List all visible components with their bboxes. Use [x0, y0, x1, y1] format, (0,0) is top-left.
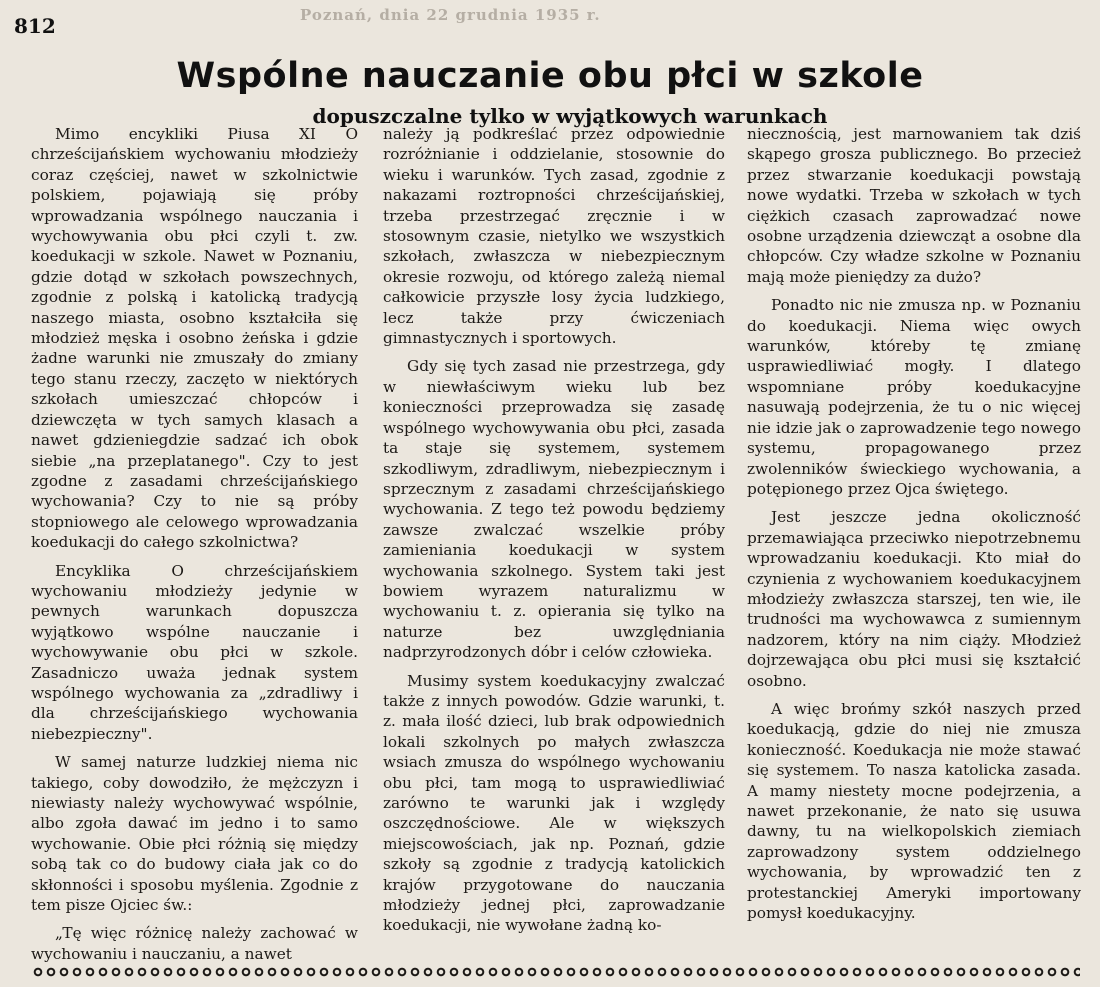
- paragraph: Musimy system koedukacyjny zwalczać także z innych powodów. Gdzie warunki, t. z. mała ilość dzieci, lub brak odpowiednich lokali szkolnych po małych zwłaszcza wsiach zmusza do wspólnego wychowaniu obu płci, tam mogą to usprawiedliwiać zarówno te warunki jak i względy oszczędnościowe. Ale w większych miejscowościach, jak np. Poznań, gdzie szkoły są zgodnie z tradycją katolickich krajów przygotowane do nauczania młodzieży jednej płci, zaprowadzanie koedukacji, nie wywołane żadną ko-: [383, 671, 725, 935]
- article-subtitle: dopuszczalne tylko w wyjątkowych warunkach: [312, 104, 828, 128]
- paragraph: Ponadto nic nie zmusza np. w Poznaniu do koedukacji. Niema więc owych warunków, któreby tę zmianę usprawiedliwiać mogły. I dlatego wspomniane próby koedukacyjne nasuwają podejrzenia, że tu o nic więcej nie idzie jak o zaprowadzenie tego nowego systemu, propagowanego przez zwolenników świeckiego wychowania, a potępionego przez Ojca świętego.: [747, 296, 1081, 498]
- article-title: Wspólne nauczanie obu płci w szkole: [176, 56, 924, 96]
- text-column-2: [383, 124, 725, 966]
- paragraph: A więc brońmy szkół naszych przed koedukacją, gdzie do niej nie zmusza konieczność. Koedukacja nie może stawać się systemem. To nasza katolicka zasada. A mamy niestety mocne podejrzenia, a nawet przekonanie, że nato się usuwa dawny, tu na wielkopolskich ziemiach zaprowadzony system oddzielnego wychowania, by wprowadzić ten z protestanckiej Ameryki importowany pomysł koedukacyjny.: [747, 699, 1081, 923]
- paragraph: „Tę więc różnicę należy zachować w wychowaniu i nauczaniu, a nawet: [31, 924, 358, 963]
- text-column-1: [31, 124, 358, 966]
- paragraph: Gdy się tych zasad nie przestrzega, gdy w niewłaściwym wieku lub bez konieczności przeprowadza się zasadę wspólnego wychowywania obu płci, zasada ta staje się systemem, systemem szkodliwym, zdradliwym, niebezpiecznym i sprzecznym z zasadami chrześcijańskiego wychowania. Z tego też powodu będziemy zawsze zwalczać wszelkie próby zamieniania koedukacji w system wychowania szkolnego. System taki jest bowiem wyrazem naturalizmu w wychowaniu t. z. opierania się tylko na naturze bez uwzględniania nadprzyrodzonych dóbr i celów człowieka.: [383, 357, 725, 662]
- decorative-border: [32, 966, 1080, 979]
- paragraph: Mimo encykliki Piusa XI O chrześcijańskiem wychowaniu młodzieży coraz częściej, nawet w szkolnictwie polskiem, pojawiają się próby wprowadzania wspólnego nauczania i wychowywania obu płci czyli t. zw. koedukacji w szkole. Nawet w Poznaniu, gdzie dotąd w szkołach powszechnych, zgodnie z polską i katolicką tradycją naszego miasta, osobno kształciła się młodzież męska i osobno żeńska i gdzie żadne warunki nie zmuszały do zmiany tego stanu rzeczy, zaczęto w niektórych szkołach umieszczać chłopców i dziewczęta w tych samych klasach a nawet gdzieniegdzie sadzać ich obok siebie „na przeplatanego". Czy to jest zgodne z zasadami chrześcijańskiego wychowania? Czy to nie są próby stopniowego ale celowego wprowadzania koedukacji do całego szkolnictwa?: [31, 125, 358, 552]
- page-number: 812: [14, 14, 56, 38]
- paragraph: należy ją podkreślać przez odpowiednie rozróżnianie i oddzielanie, stosownie do wieku i warunków. Tych zasad, zgodnie z nakazami roztropności chrześcijańskiej, trzeba przestrzegać zręcznie i w stosownym czasie, nietylko we wszystkich szkołach, zwłaszcza w niebezpiecznym okresie rozwoju, od którego zależą niemal całkowicie przyszłe losy życia ludzkiego, lecz także przy ćwiczeniach gimnastycznych i sportowych.: [383, 125, 725, 348]
- text-column-3: [747, 124, 1081, 966]
- paragraph: W samej naturze ludzkiej niema nic takiego, coby dowodziło, że mężczyzn i niewiasty należy wychowywać wspólnie, albo zgoła dawać im jedno i to samo wychowanie. Obie płci różnią się między sobą tak co do budowy ciała jak co do skłonności i sposobu myślenia. Zgodnie z tem pisze Ojciec św.:: [31, 753, 358, 915]
- running-header: Poznań, dnia 22 grudnia 1935 r.: [300, 6, 601, 24]
- paragraph: niecznością, jest marnowaniem tak dziś skąpego grosza publicznego. Bo przecież przez stwarzanie koedukacji powstają nowe wydatki. Trzeba w szkołach w tych ciężkich czasach zaprowadzać nowe osobne urządzenia dziewcząt a osobne dla chłopców. Czy władze szkolne w Poznaniu mają może pieniędzy za dużo?: [747, 125, 1081, 286]
- paragraph: Jest jeszcze jedna okoliczność przemawiająca przeciwko niepotrzebnemu wprowadzaniu koedukacji. Kto miał do czynienia z wychowaniem koedukacyjnem młodzieży zwłaszcza starszej, ten wie, ile trudności ma wychowawca z sumiennym nadzorem, który na nim ciąży. Młodzież dojrzewająca obu płci musi się kształcić osobno.: [747, 508, 1081, 690]
- paragraph: Encyklika O chrześcijańskiem wychowaniu młodzieży jedynie w pewnych warunkach dopuszcza wyjątkowo wspólne nauczanie i wychowywanie obu płci w szkole. Zasadniczo uważa jednak system wspólnego wychowania za „zdradliwy i dla chrześcijańskiego wychowania niebezpieczny".: [31, 561, 358, 743]
